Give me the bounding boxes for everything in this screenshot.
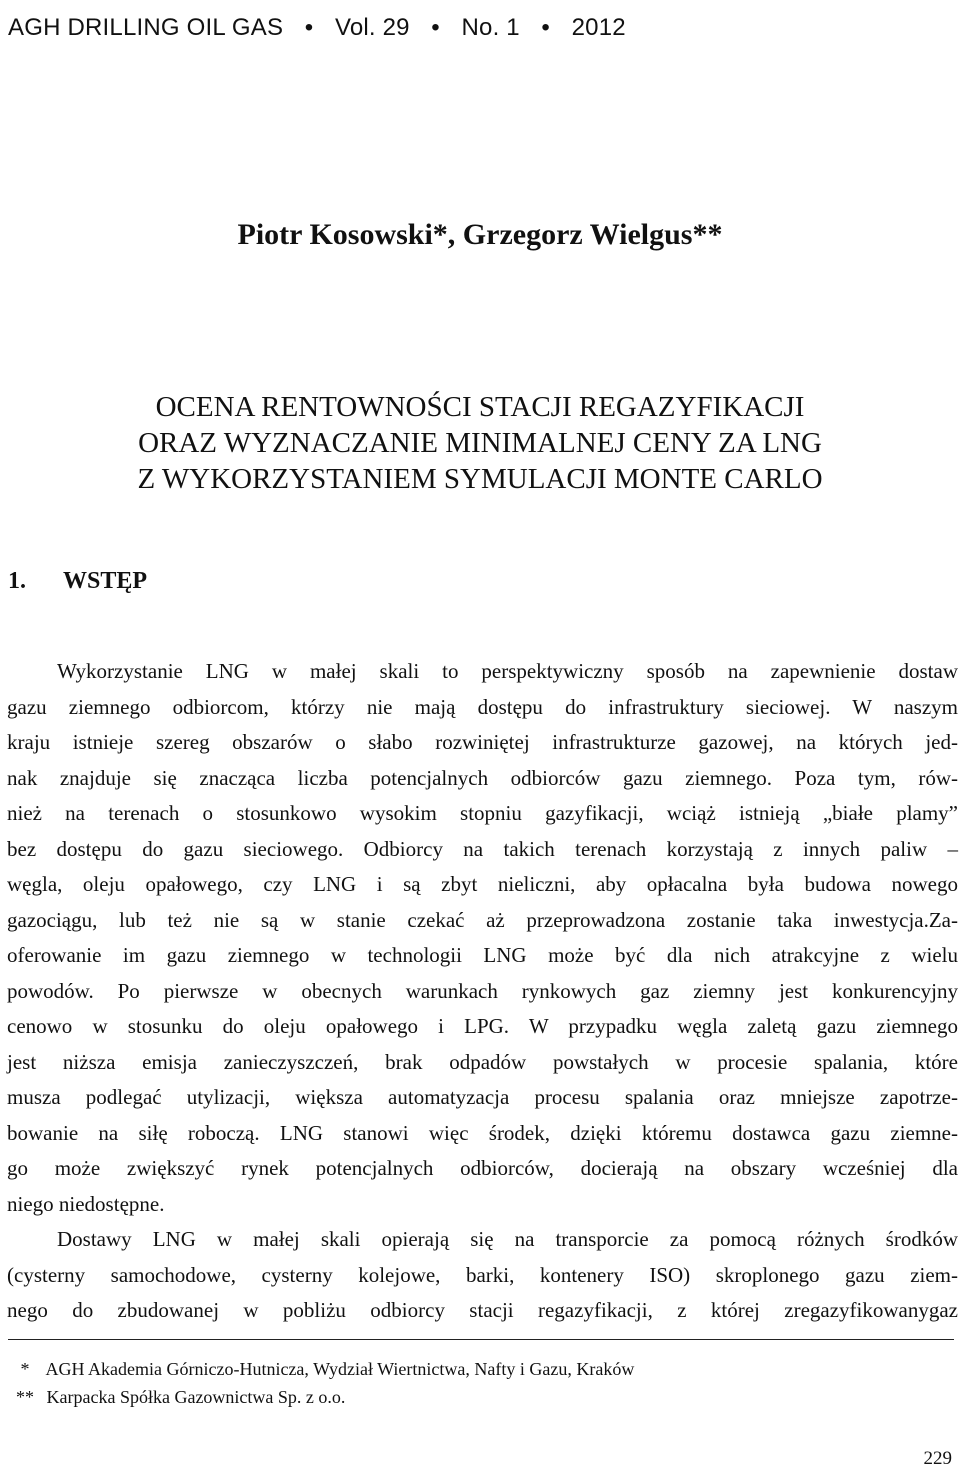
authors: Piotr Kosowski*, Grzegorz Wielgus** [237,218,723,251]
paper-title [0,389,960,497]
section-heading [8,568,147,595]
header-separator: • [304,14,314,41]
journal-volume: Vol. 29 [334,14,410,41]
body-line: jest niższa emisja zanieczyszczeń, brak odpadów powstałych w procesie spalania, które [7,1049,958,1074]
footnote-mark: ** [16,1387,34,1407]
body-line: węgla, oleju opałowego, czy LNG i są zbyt nieliczni, aby opłacalna była budowa nowego [7,872,958,896]
body-line: go może zwiększyć rynek potencjalnych odbiorców, docierają na obszary wcześniej dla [7,1156,958,1180]
journal-year: 2012 [571,14,626,41]
body-line: bowanie na siłę roboczą. LNG stanowi więc środek, dzięki któremu dostawca gazu ziemne- [7,1120,958,1145]
body-line: Wykorzystanie LNG w małej skali to perspektywiczny sposób na zapewnienie dostaw [57,659,958,683]
body-line: cenowo w stosunku do oleju opałowego i LPG. W przypadku węgla zaletą gazu ziemnego [7,1014,958,1038]
body-line: powodów. Po pierwsze w obecnych warunkach rynkowych gaz ziemny jest konkurencyjny [7,978,958,1003]
footnote-rule [8,1339,954,1340]
footnote-mark: * [20,1359,30,1379]
body-line: kraju istnieje szereg obszarów o słabo rozwiniętej infrastrukturze gazowej, na których jed- [7,730,958,754]
body-line: niego niedostępne. [7,1191,165,1216]
body-line: (cysterny samochodowe, cysterny kolejowe, barki, kontenery ISO) skroplonego gazu ziem- [7,1262,958,1287]
body-line: nak znajduje się znacząca liczba potencjalnych odbiorców gazu ziemnego. Poza tym, rów- [7,765,958,790]
body-line: nież na terenach o stosunkowo wysokim stopniu gazyfikacji, wciąż istnieją „białe plamy” [7,801,958,825]
footnotes [8,1355,634,1411]
body-line: musza podlegać utylizacji, większa automatyzacja procesu spalania oraz mniejsze zapotrze- [7,1085,958,1109]
page-number: 229 [923,1448,952,1469]
journal-name: AGH DRILLING OIL GAS [8,14,284,41]
footnote [8,1383,634,1411]
title-line: Z WYKORZYSTANIEM SYMULACJI MONTE CARLO [137,463,823,495]
running-header [8,14,626,42]
header-separator: • [431,14,440,41]
body-line: bez dostępu do gazu sieciowego. Odbiorcy na takich terenach korzystają z innych paliw – [7,836,958,861]
section-number: 1. [8,568,26,594]
journal-number: No. 1 [461,14,520,41]
header-separator: • [541,14,551,41]
body-line: gazu ziemnego odbiorcom, którzy nie mają dostępu do infrastruktury sieciowej. W naszym [7,694,958,719]
body-text [7,654,958,1329]
body-line: nego do zbudowanej w pobliżu odbiorcy stacji regazyfikacji, z której zregazyfikowanygaz [7,1298,958,1322]
body-line: oferowanie im gazu ziemnego w technologii LNG może być dla nich atrakcyjne z wielu [7,943,958,967]
body-line: gazociągu, lub też nie są w stanie czekać aż przeprowadzona zostanie taka inwestycja.Za- [7,907,958,932]
title-line: ORAZ WYZNACZANIE MINIMALNEJ CENY ZA LNG [138,427,822,459]
body-line: Dostawy LNG w małej skali opierają się na transporcie za pomocą różnych środków [57,1227,958,1251]
section-title: WSTĘP [63,568,148,594]
title-line: OCENA RENTOWNOŚCI STACJI REGAZYFIKACJI [155,391,805,423]
footnote [8,1355,634,1383]
footnote-text: AGH Akademia Górniczo-Hutnicza, Wydział Wiertnictwa, Nafty i Gazu, Kraków [45,1359,635,1379]
footnote-text: Karpacka Spółka Gazownictwa Sp. z o.o. [46,1387,346,1407]
